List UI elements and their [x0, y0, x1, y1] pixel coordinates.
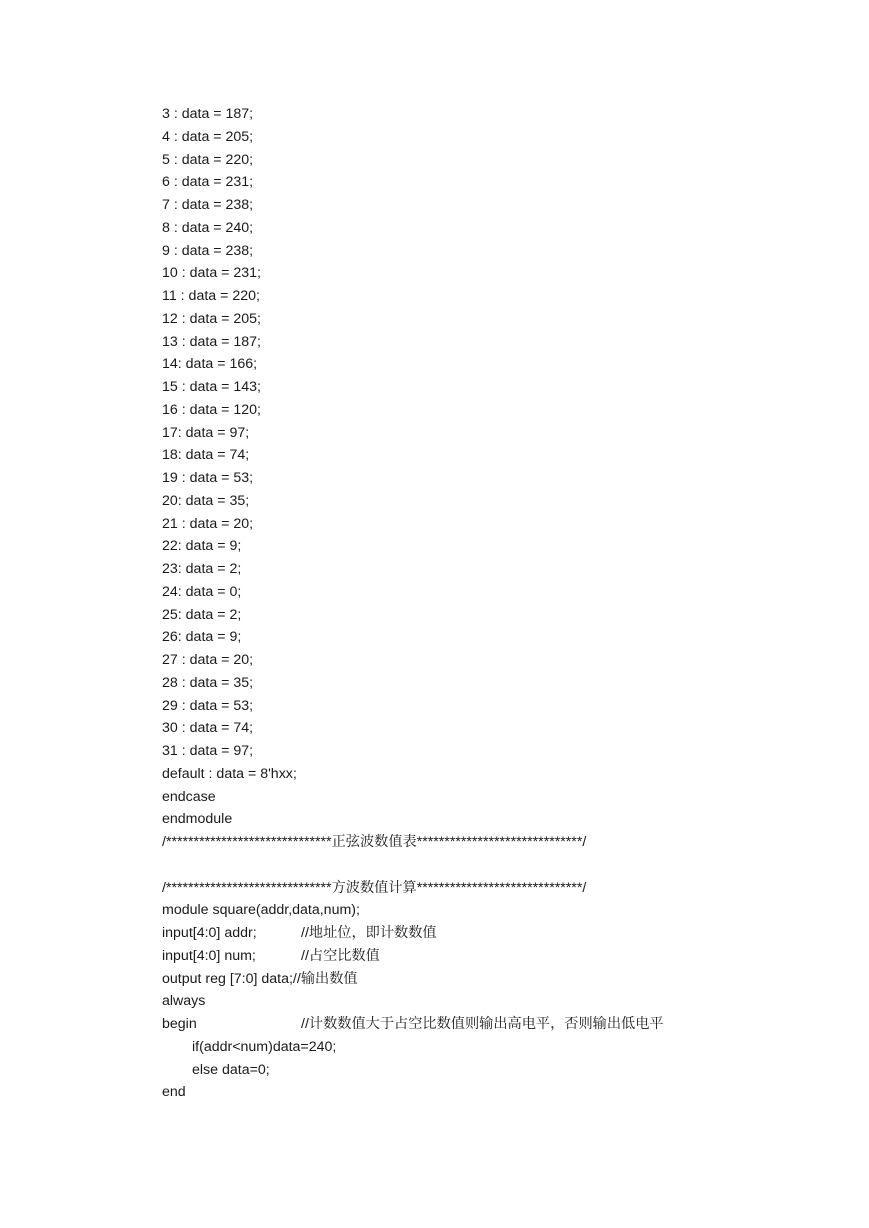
- code-text: 6 : data = 231;: [162, 174, 254, 191]
- code-line: [162, 513, 822, 536]
- code-text: 13 : data = 187;: [162, 333, 262, 350]
- code-text: 20: data = 35;: [162, 492, 250, 509]
- code-text: 23: data = 2;: [162, 561, 242, 577]
- code-line: [162, 353, 822, 376]
- code-comment: //地址位，即计数数值: [301, 925, 437, 941]
- code-text: 27 : data = 20;: [162, 652, 254, 668]
- code-line: [162, 331, 822, 354]
- code-text: input[4:0] addr;: [162, 925, 257, 941]
- section-divider-square-wave: [162, 877, 822, 900]
- code-line: [162, 194, 822, 217]
- code-text: 25: data = 2;: [162, 606, 242, 623]
- code-text: 15 : data = 143;: [162, 379, 262, 395]
- code-line: [162, 626, 822, 649]
- verilog-code-listing: [162, 103, 822, 1104]
- code-line: [162, 899, 822, 922]
- code-line: [162, 285, 822, 308]
- code-text: 30 : data = 74;: [162, 720, 254, 737]
- code-text: 24: data = 0;: [162, 583, 242, 600]
- code-line: [162, 444, 822, 467]
- code-text: 18: data = 74;: [162, 447, 250, 464]
- code-line: [162, 740, 822, 763]
- code-line: [162, 1081, 822, 1104]
- code-line: [162, 808, 822, 831]
- code-line: [162, 990, 822, 1013]
- code-text: 26: data = 9;: [162, 629, 242, 646]
- code-text: input[4:0] num;: [162, 947, 256, 964]
- code-text: /******************************方波数值计算******************************/: [162, 879, 587, 896]
- code-line: [162, 535, 822, 558]
- code-line: [162, 649, 822, 672]
- code-comment: //占空比数值: [301, 947, 380, 964]
- code-comment: //计数数值大于占空比数值则输出高电平，否则输出低电平: [301, 1016, 664, 1032]
- code-text: 19 : data = 53;: [162, 470, 254, 486]
- blank-line: [162, 854, 822, 877]
- code-text: /******************************正弦波数值表******************************/: [162, 834, 587, 850]
- code-line: [162, 717, 822, 740]
- code-text: default : data = 8'hxx;: [162, 765, 297, 782]
- code-line: [162, 217, 822, 240]
- code-text: 16 : data = 120;: [162, 401, 262, 418]
- code-line: [162, 945, 822, 968]
- code-text: 3 : data = 187;: [162, 106, 254, 122]
- code-line: [162, 968, 822, 991]
- code-line: [162, 262, 822, 285]
- code-text: module square(addr,data,num);: [162, 902, 360, 919]
- code-line: [162, 126, 822, 149]
- code-text: 31 : data = 97;: [162, 743, 254, 759]
- code-line: [162, 171, 822, 194]
- code-line: [162, 422, 822, 445]
- code-text: 12 : data = 205;: [162, 310, 262, 327]
- code-text: endcase: [162, 788, 216, 805]
- code-text: 29 : data = 53;: [162, 697, 254, 714]
- code-text: 4 : data = 205;: [162, 128, 254, 145]
- code-line: [162, 1059, 822, 1082]
- code-line: [162, 103, 822, 126]
- code-line: [162, 490, 822, 513]
- code-text: 10 : data = 231;: [162, 265, 262, 282]
- code-line: [162, 149, 822, 172]
- code-line: [162, 763, 822, 786]
- code-text: 22: data = 9;: [162, 538, 242, 555]
- section-divider-sine-table: [162, 831, 822, 854]
- code-line: [162, 922, 822, 945]
- code-line: [162, 1013, 822, 1036]
- code-text: 17: data = 97;: [162, 424, 250, 441]
- code-text: endmodule: [162, 811, 233, 828]
- code-line: [162, 399, 822, 422]
- code-text: 14: data = 166;: [162, 356, 258, 373]
- code-text: 9 : data = 238;: [162, 242, 254, 259]
- code-text: 28 : data = 35;: [162, 674, 254, 691]
- code-text: begin: [162, 1016, 197, 1032]
- code-text: 21 : data = 20;: [162, 515, 254, 532]
- code-text: output reg [7:0] data;//输出数值: [162, 970, 358, 987]
- code-text: 11 : data = 220;: [162, 288, 260, 304]
- code-text: if(addr<num)data=240;: [192, 1038, 337, 1055]
- code-line: [162, 558, 822, 581]
- code-line: [162, 581, 822, 604]
- code-line: [162, 308, 822, 331]
- code-line: [162, 672, 822, 695]
- code-line: [162, 786, 822, 809]
- code-text: 8 : data = 240;: [162, 219, 254, 236]
- code-line: [162, 695, 822, 718]
- code-text: always: [162, 993, 206, 1010]
- code-line: [162, 1036, 822, 1059]
- code-text: else data=0;: [192, 1061, 270, 1078]
- code-line: [162, 467, 822, 490]
- code-text: 5 : data = 220;: [162, 151, 254, 168]
- code-line: [162, 376, 822, 399]
- code-text: 7 : data = 238;: [162, 197, 254, 213]
- code-line: [162, 240, 822, 263]
- code-text: end: [162, 1084, 186, 1101]
- code-line: [162, 604, 822, 627]
